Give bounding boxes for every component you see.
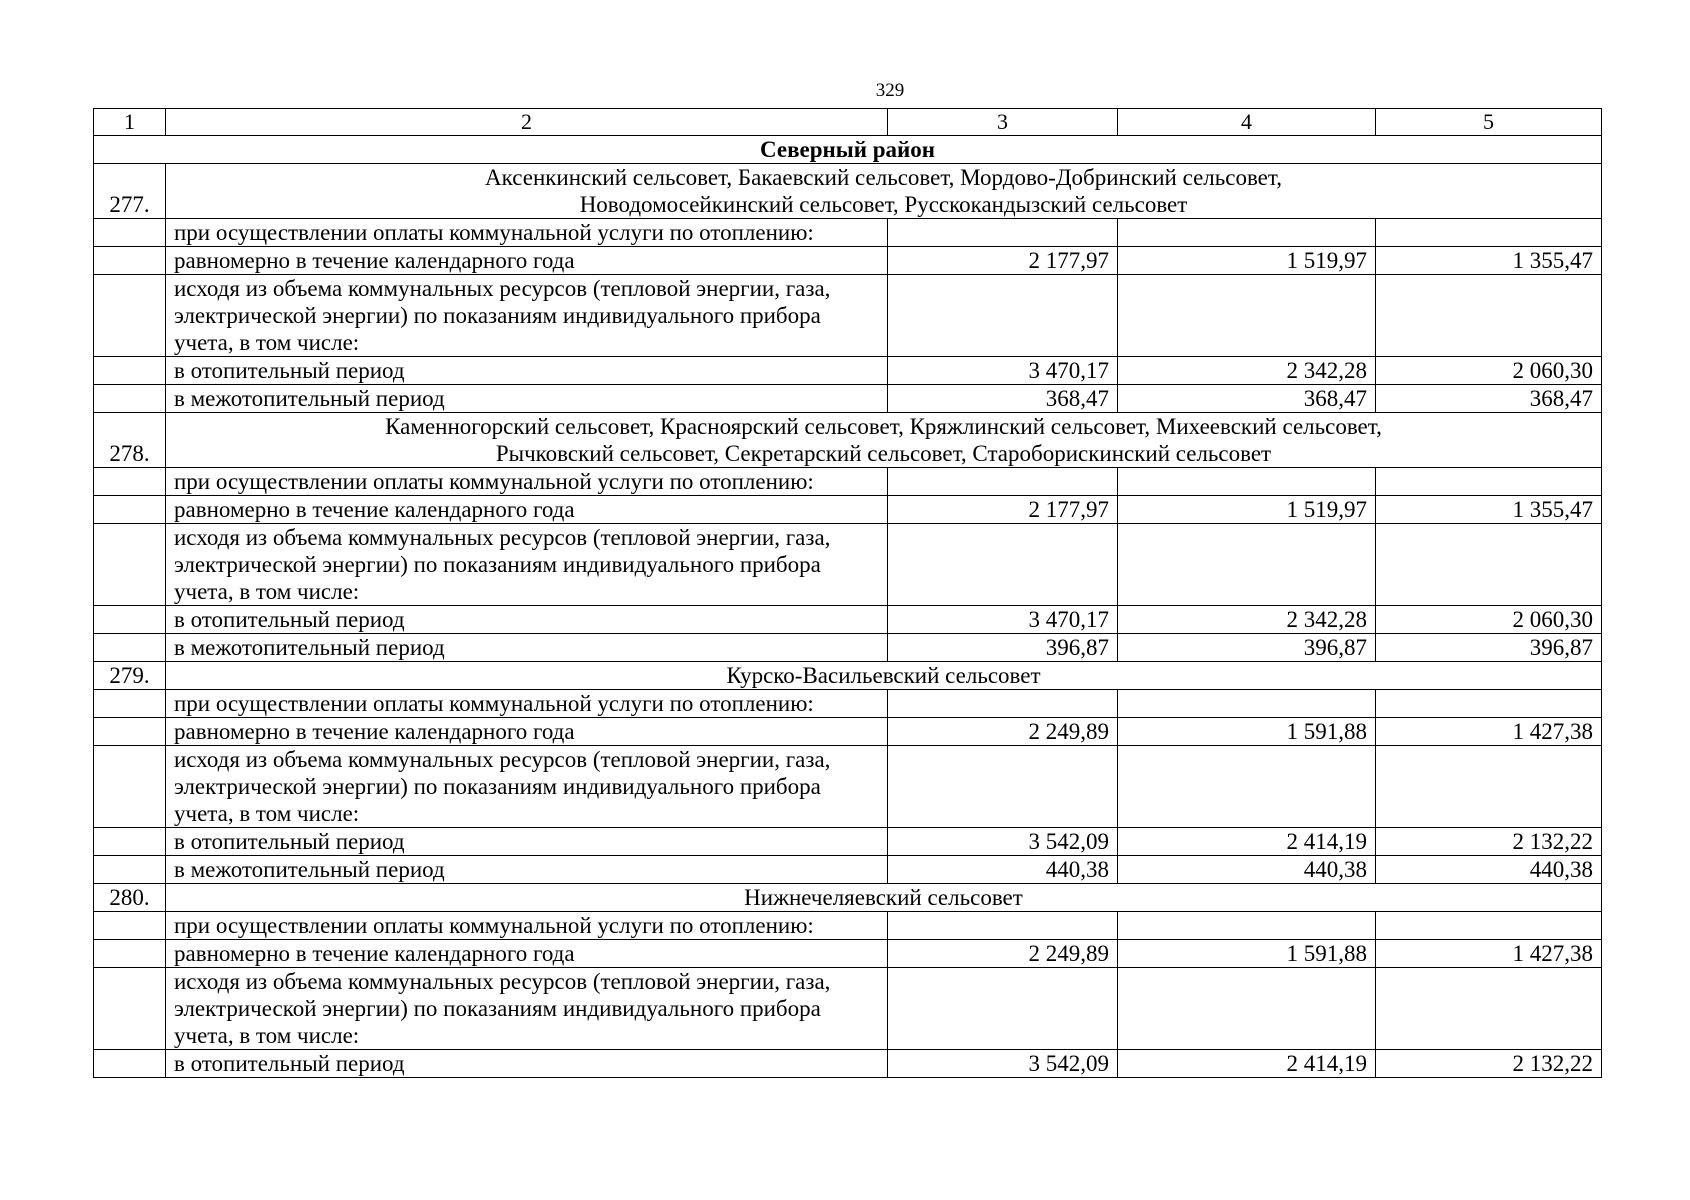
- column-number: 5: [1376, 109, 1602, 136]
- text-line: исходя из объема коммунальных ресурсов (тепловой энергии, газа,: [174, 969, 831, 994]
- text-line: в отопительный период: [174, 358, 405, 383]
- tariff-value: 2 249,89: [888, 718, 1118, 746]
- text-line: исходя из объема коммунальных ресурсов (тепловой энергии, газа,: [174, 525, 831, 550]
- column-number: 4: [1118, 109, 1376, 136]
- row-label: [166, 690, 888, 718]
- tariff-row: [94, 524, 1602, 606]
- row-number-empty: [94, 940, 166, 968]
- row-label: [166, 275, 888, 357]
- text-line: Каменногорский сельсовет, Красноярский сельсовет, Кряжлинский сельсовет, Михеевский сельсовет,: [385, 414, 1382, 439]
- tariff-value: [1376, 690, 1602, 718]
- group-title: [166, 662, 1602, 690]
- tariff-value: 2 060,30: [1376, 357, 1602, 385]
- tariff-value: 3 542,09: [888, 1050, 1118, 1078]
- tariff-value: 2 342,28: [1118, 606, 1376, 634]
- tariff-value: [1118, 524, 1376, 606]
- tariff-row: [94, 468, 1602, 496]
- text-line: Новодомосейкинский сельсовет, Русскокандызский сельсовет: [579, 192, 1188, 217]
- row-label: [166, 247, 888, 275]
- group-title: [166, 164, 1602, 219]
- row-label: [166, 634, 888, 662]
- tariff-row: [94, 968, 1602, 1050]
- tariff-value: 3 470,17: [888, 606, 1118, 634]
- tariff-value: [888, 468, 1118, 496]
- tariff-row: [94, 357, 1602, 385]
- tariff-value: [888, 524, 1118, 606]
- row-number-empty: [94, 524, 166, 606]
- row-label: [166, 968, 888, 1050]
- tariff-row: [94, 247, 1602, 275]
- tariff-value: 368,47: [888, 385, 1118, 413]
- tariff-row: [94, 828, 1602, 856]
- tariff-value: 1 591,88: [1118, 940, 1376, 968]
- text-line: электрической энергии) по показаниям индивидуального прибора: [174, 303, 821, 328]
- tariff-value: [888, 275, 1118, 357]
- row-number-empty: [94, 746, 166, 828]
- row-number-empty: [94, 968, 166, 1050]
- text-line: в межотопительный период: [174, 386, 445, 411]
- tariff-value: 1 427,38: [1376, 718, 1602, 746]
- text-line: при осуществлении оплаты коммунальной услуги по отоплению:: [174, 220, 814, 245]
- text-line: в межотопительный период: [174, 857, 445, 882]
- row-number-empty: [94, 385, 166, 413]
- tariff-value: [1376, 968, 1602, 1050]
- row-number-empty: [94, 468, 166, 496]
- tariff-value: 368,47: [1118, 385, 1376, 413]
- row-number-empty: [94, 219, 166, 247]
- row-number: 279.: [94, 662, 166, 690]
- row-number-empty: [94, 856, 166, 884]
- row-number-empty: [94, 690, 166, 718]
- tariff-value: 368,47: [1376, 385, 1602, 413]
- tariff-row: [94, 385, 1602, 413]
- text-line: электрической энергии) по показаниям индивидуального прибора: [174, 996, 821, 1021]
- row-label: [166, 496, 888, 524]
- row-label: [166, 828, 888, 856]
- row-label: [166, 940, 888, 968]
- tariff-value: [888, 968, 1118, 1050]
- group-header-row: [94, 662, 1602, 690]
- tariff-value: 2 177,97: [888, 247, 1118, 275]
- text-line: при осуществлении оплаты коммунальной услуги по отоплению:: [174, 469, 814, 494]
- row-number-empty: [94, 634, 166, 662]
- district-row: [94, 136, 1602, 164]
- tariff-value: 440,38: [888, 856, 1118, 884]
- row-number-empty: [94, 275, 166, 357]
- tariff-value: [888, 912, 1118, 940]
- tariff-row: [94, 606, 1602, 634]
- tariff-row: [94, 940, 1602, 968]
- tariff-row: [94, 634, 1602, 662]
- text-line: Аксенкинский сельсовет, Бакаевский сельсовет, Мордово-Добринский сельсовет,: [485, 165, 1282, 190]
- row-label: [166, 856, 888, 884]
- tariff-row: [94, 496, 1602, 524]
- text-line: в отопительный период: [174, 1051, 405, 1076]
- row-number-empty: [94, 496, 166, 524]
- group-header-row: [94, 164, 1602, 219]
- row-label: [166, 746, 888, 828]
- row-label: [166, 385, 888, 413]
- page-number: 329: [875, 80, 905, 101]
- tariff-value: 396,87: [1118, 634, 1376, 662]
- row-number: 277.: [94, 164, 166, 219]
- tariff-row: [94, 746, 1602, 828]
- tariff-row: [94, 275, 1602, 357]
- tariff-value: [1118, 690, 1376, 718]
- group-title: [166, 884, 1602, 912]
- row-number-empty: [94, 357, 166, 385]
- text-line: Нижнечеляевский сельсовет: [744, 885, 1023, 910]
- column-number: 3: [888, 109, 1118, 136]
- district-title: Северный район: [94, 136, 1602, 164]
- tariff-value: 1 591,88: [1118, 718, 1376, 746]
- tariff-value: 1 355,47: [1376, 247, 1602, 275]
- text-line: электрической энергии) по показаниям индивидуального прибора: [174, 774, 821, 799]
- text-line: учета, в том числе:: [174, 579, 360, 604]
- tariff-value: [1118, 275, 1376, 357]
- row-label: [166, 219, 888, 247]
- tariff-value: 440,38: [1376, 856, 1602, 884]
- row-label: [166, 524, 888, 606]
- tariff-value: 1 355,47: [1376, 496, 1602, 524]
- tariff-value: 3 470,17: [888, 357, 1118, 385]
- row-number: 280.: [94, 884, 166, 912]
- tariff-value: [1376, 275, 1602, 357]
- tariff-value: 2 132,22: [1376, 1050, 1602, 1078]
- row-number-empty: [94, 718, 166, 746]
- tariff-value: 1 427,38: [1376, 940, 1602, 968]
- tariff-value: [1118, 219, 1376, 247]
- tariff-value: [1376, 746, 1602, 828]
- tariff-value: [1118, 968, 1376, 1050]
- row-label: [166, 1050, 888, 1078]
- text-line: исходя из объема коммунальных ресурсов (тепловой энергии, газа,: [174, 276, 831, 301]
- text-line: Рычковский сельсовет, Секретарский сельсовет, Староборискинский сельсовет: [495, 441, 1272, 466]
- text-line: равномерно в течение календарного года: [174, 497, 575, 522]
- tariff-value: [1118, 746, 1376, 828]
- row-number-empty: [94, 247, 166, 275]
- row-number-empty: [94, 1050, 166, 1078]
- text-line: равномерно в течение календарного года: [174, 941, 575, 966]
- tariff-value: [888, 746, 1118, 828]
- tariff-value: [888, 690, 1118, 718]
- tariff-value: [1376, 912, 1602, 940]
- tariff-value: 440,38: [1118, 856, 1376, 884]
- row-number-empty: [94, 606, 166, 634]
- group-title: [166, 413, 1602, 468]
- tariff-row: [94, 718, 1602, 746]
- tariff-value: 2 132,22: [1376, 828, 1602, 856]
- tariff-value: [1118, 468, 1376, 496]
- text-line: при осуществлении оплаты коммунальной услуги по отоплению:: [174, 913, 814, 938]
- tariff-value: [1376, 468, 1602, 496]
- row-label: [166, 357, 888, 385]
- text-line: учета, в том числе:: [174, 801, 360, 826]
- row-label: [166, 718, 888, 746]
- column-number: 2: [166, 109, 888, 136]
- text-line: в отопительный период: [174, 607, 405, 632]
- text-line: учета, в том числе:: [174, 330, 360, 355]
- text-line: учета, в том числе:: [174, 1023, 360, 1048]
- tariff-value: 396,87: [888, 634, 1118, 662]
- tariff-value: 396,87: [1376, 634, 1602, 662]
- column-number-row: [94, 109, 1602, 136]
- text-line: равномерно в течение календарного года: [174, 248, 575, 273]
- row-label: [166, 912, 888, 940]
- tariff-row: [94, 1050, 1602, 1078]
- tariff-value: 2 342,28: [1118, 357, 1376, 385]
- group-header-row: [94, 884, 1602, 912]
- row-label: [166, 468, 888, 496]
- tariff-table-body: [94, 109, 1602, 1078]
- tariff-value: 2 177,97: [888, 496, 1118, 524]
- tariff-value: [1376, 524, 1602, 606]
- text-line: электрической энергии) по показаниям индивидуального прибора: [174, 552, 821, 577]
- row-number-empty: [94, 912, 166, 940]
- tariff-value: 1 519,97: [1118, 496, 1376, 524]
- tariff-row: [94, 856, 1602, 884]
- text-line: равномерно в течение календарного года: [174, 719, 575, 744]
- tariff-row: [94, 219, 1602, 247]
- tariff-value: 2 414,19: [1118, 828, 1376, 856]
- column-number: 1: [94, 109, 166, 136]
- tariff-value: 3 542,09: [888, 828, 1118, 856]
- row-number: 278.: [94, 413, 166, 468]
- text-line: исходя из объема коммунальных ресурсов (тепловой энергии, газа,: [174, 747, 831, 772]
- tariff-table: [93, 108, 1602, 1078]
- row-number-empty: [94, 828, 166, 856]
- text-line: Курско-Васильевский сельсовет: [726, 663, 1041, 688]
- tariff-value: 2 060,30: [1376, 606, 1602, 634]
- tariff-value: [888, 219, 1118, 247]
- row-label: [166, 606, 888, 634]
- tariff-row: [94, 912, 1602, 940]
- text-line: при осуществлении оплаты коммунальной услуги по отоплению:: [174, 691, 814, 716]
- tariff-value: [1376, 219, 1602, 247]
- group-header-row: [94, 413, 1602, 468]
- tariff-value: 1 519,97: [1118, 247, 1376, 275]
- tariff-value: 2 414,19: [1118, 1050, 1376, 1078]
- tariff-row: [94, 690, 1602, 718]
- tariff-value: 2 249,89: [888, 940, 1118, 968]
- text-line: в отопительный период: [174, 829, 405, 854]
- tariff-value: [1118, 912, 1376, 940]
- text-line: в межотопительный период: [174, 635, 445, 660]
